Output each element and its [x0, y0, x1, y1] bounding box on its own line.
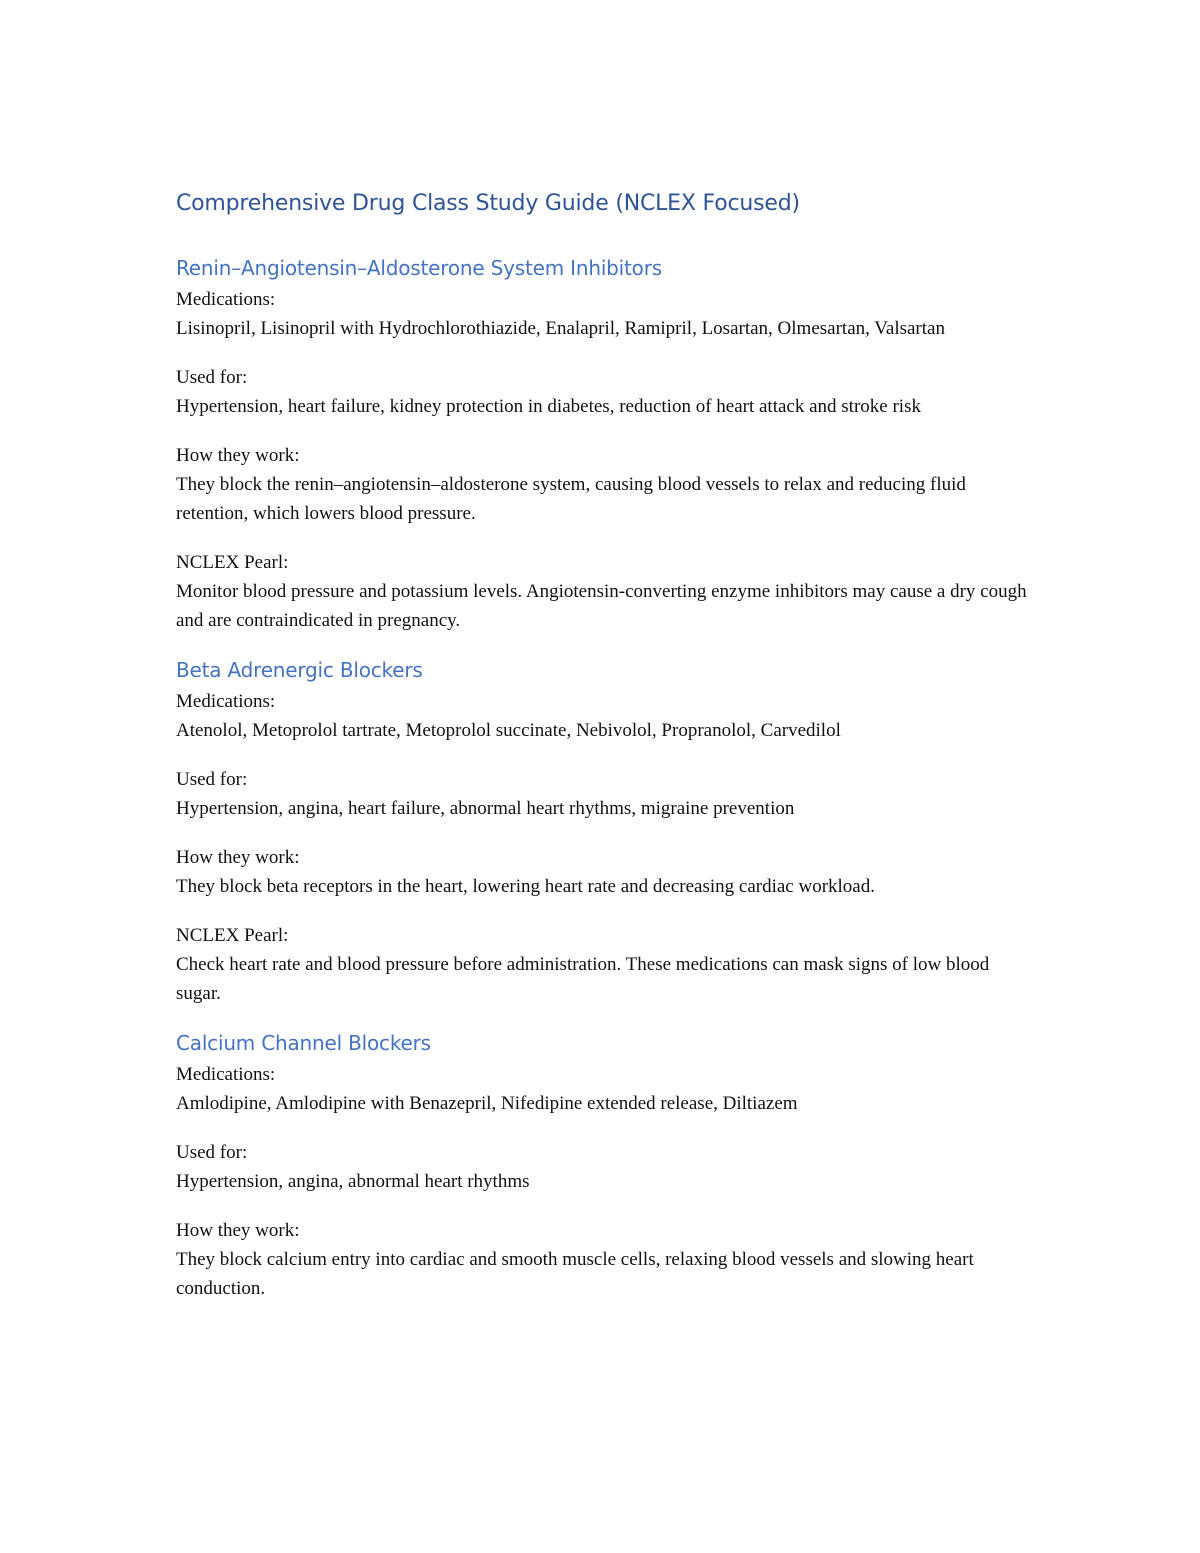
how-they-work-block — [176, 441, 1036, 528]
medications-value: Lisinopril, Lisinopril with Hydrochlorothiazide, Enalapril, Ramipril, Losartan, Olmesartan, Valsartan — [176, 318, 945, 339]
medications-block — [176, 285, 1036, 343]
used-for-block — [176, 765, 1036, 823]
how-they-work-value: They block calcium entry into cardiac and smooth muscle cells, relaxing blood vessels and slowing heart conduction. — [176, 1249, 974, 1299]
section-heading: Beta Adrenergic Blockers — [176, 658, 423, 682]
used-for-label: Used for: — [176, 1142, 248, 1163]
used-for-value: Hypertension, angina, heart failure, abnormal heart rhythms, migraine prevention — [176, 798, 795, 819]
medications-value: Amlodipine, Amlodipine with Benazepril, Nifedipine extended release, Diltiazem — [176, 1093, 798, 1114]
nclex-pearl-value: Check heart rate and blood pressure before administration. These medications can mask signs of low blood sugar. — [176, 954, 990, 1004]
nclex-pearl-label: NCLEX Pearl: — [176, 925, 289, 946]
used-for-block — [176, 1138, 1036, 1196]
medications-label: Medications: — [176, 691, 276, 712]
nclex-pearl-block — [176, 921, 1036, 1008]
medications-label: Medications: — [176, 289, 276, 310]
how-they-work-value: They block the renin–angiotensin–aldosterone system, causing blood vessels to relax and reducing fluid retention, which lowers blood pressure. — [176, 474, 966, 524]
how-they-work-value: They block beta receptors in the heart, lowering heart rate and decreasing cardiac workload. — [176, 876, 875, 897]
used-for-label: Used for: — [176, 367, 248, 388]
document-page — [176, 188, 1036, 1323]
how-they-work-block — [176, 843, 1036, 901]
section-beta-blockers — [176, 655, 1036, 1008]
how-they-work-label: How they work: — [176, 1220, 300, 1241]
used-for-block — [176, 363, 1036, 421]
medications-value: Atenolol, Metoprolol tartrate, Metoprolol succinate, Nebivolol, Propranolol, Carvedilol — [176, 720, 841, 741]
nclex-pearl-value: Monitor blood pressure and potassium levels. Angiotensin-converting enzyme inhibitors may cause a dry cough and are contraindicated in pregnancy. — [176, 581, 1027, 631]
how-they-work-label: How they work: — [176, 445, 300, 466]
used-for-value: Hypertension, heart failure, kidney protection in diabetes, reduction of heart attack and stroke risk — [176, 396, 921, 417]
section-calcium-channel-blockers — [176, 1028, 1036, 1303]
how-they-work-block — [176, 1216, 1036, 1303]
medications-block — [176, 687, 1036, 745]
used-for-value: Hypertension, angina, abnormal heart rhythms — [176, 1171, 530, 1192]
section-heading: Calcium Channel Blockers — [176, 1031, 431, 1055]
nclex-pearl-block — [176, 548, 1036, 635]
nclex-pearl-label: NCLEX Pearl: — [176, 552, 289, 573]
section-raas-inhibitors — [176, 253, 1036, 635]
used-for-label: Used for: — [176, 769, 248, 790]
medications-label: Medications: — [176, 1064, 276, 1085]
section-heading: Renin–Angiotensin–Aldosterone System Inhibitors — [176, 256, 662, 280]
document-title: Comprehensive Drug Class Study Guide (NCLEX Focused) — [176, 191, 800, 216]
medications-block — [176, 1060, 1036, 1118]
how-they-work-label: How they work: — [176, 847, 300, 868]
